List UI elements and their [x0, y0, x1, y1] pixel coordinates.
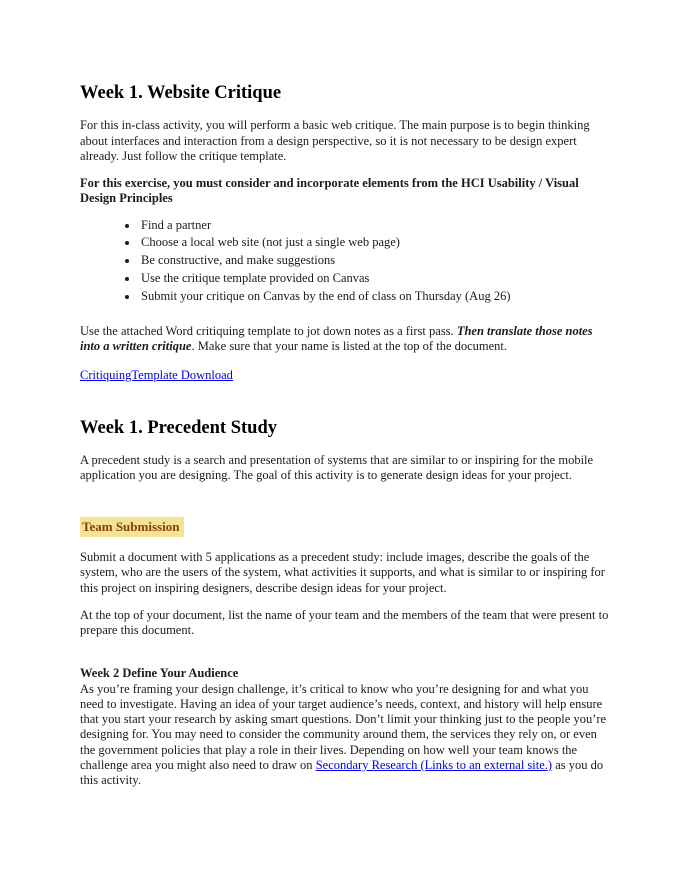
secondary-research-link[interactable]: Secondary Research (Links to an external site.): [315, 757, 553, 772]
notes-text-start: Use the attached Word critiquing template to jot down notes as a first pass.: [80, 323, 457, 338]
checklist-item-find-partner: • Find a partner: [139, 218, 610, 233]
week2-audience-heading: Week 2 Define Your Audience: [80, 666, 239, 681]
critique-intro-paragraph: For this in-class activity, you will perform a basic web critique. The main purpose is to begin thinking about interfaces and interaction from a design perspective, so it is not necessary to be design expert already. Just follow the critique template.: [80, 118, 590, 163]
critique-requirement-paragraph: For this exercise, you must consider and incorporate elements from the HCI Usability / Visual Design Principles: [80, 176, 579, 206]
checklist-item-choose-site: • Choose a local web site (not just a single web page): [139, 235, 610, 250]
team-submission-heading: [80, 517, 610, 537]
precedent-intro-paragraph: A precedent study is a search and presentation of systems that are similar to or inspiring for the mobile application you are designing. The goal of this activity is to generate design ideas for your project.: [80, 452, 594, 483]
submission-details-paragraph: Submit a document with 5 applications as a precedent study: include images, describe the goals of the system, who are the users of the system, what activities it supports, and what is similar to or inspiring for this project on inspiring designers, describe design ideas for your project.: [80, 550, 605, 595]
audience-paragraph: [80, 682, 610, 789]
checklist-item-submit-critique: • Submit your critique on Canvas by the end of class on Thursday (Aug 26): [139, 289, 610, 304]
critiquing-template-download-link[interactable]: CritiquingTemplate Download: [80, 368, 233, 383]
checklist-item-use-template: • Use the critique template provided on Canvas: [139, 271, 610, 286]
audience-text-end: as you do this activity.: [80, 757, 604, 788]
critique-notes-paragraph: [80, 324, 610, 355]
precedent-section-title: Week 1. Precedent Study: [80, 417, 277, 438]
audience-text-start: As you’re framing your design challenge, it’s critical to know who you’re designing for and what you need to investigate. Having an idea of your target audience’s needs, context, and history will help ensure that you start your research by asking smart questions. Don’t limit your thinking just to the people you’re designing for. You may need to consider the community around them, the services they rely on, or even the government policies that play a role in their lives. Depending on how well your team knows the challenge area you might also need to draw on: [80, 681, 607, 772]
document-header-note-paragraph: At the top of your document, list the name of your team and the members of the team that were present to prepare this document.: [80, 607, 609, 638]
critique-section-title: Week 1. Website Critique: [80, 83, 282, 103]
template-download-row: [80, 368, 610, 383]
notes-emphasis: Then translate those notes into a written critique: [80, 323, 593, 354]
team-submission-label: Team Submission: [80, 517, 184, 537]
checklist-item-be-constructive: • Be constructive, and make suggestions: [139, 253, 610, 268]
notes-text-end: . Make sure that your name is listed at the top of the document.: [191, 339, 508, 354]
critique-checklist: [80, 218, 610, 304]
